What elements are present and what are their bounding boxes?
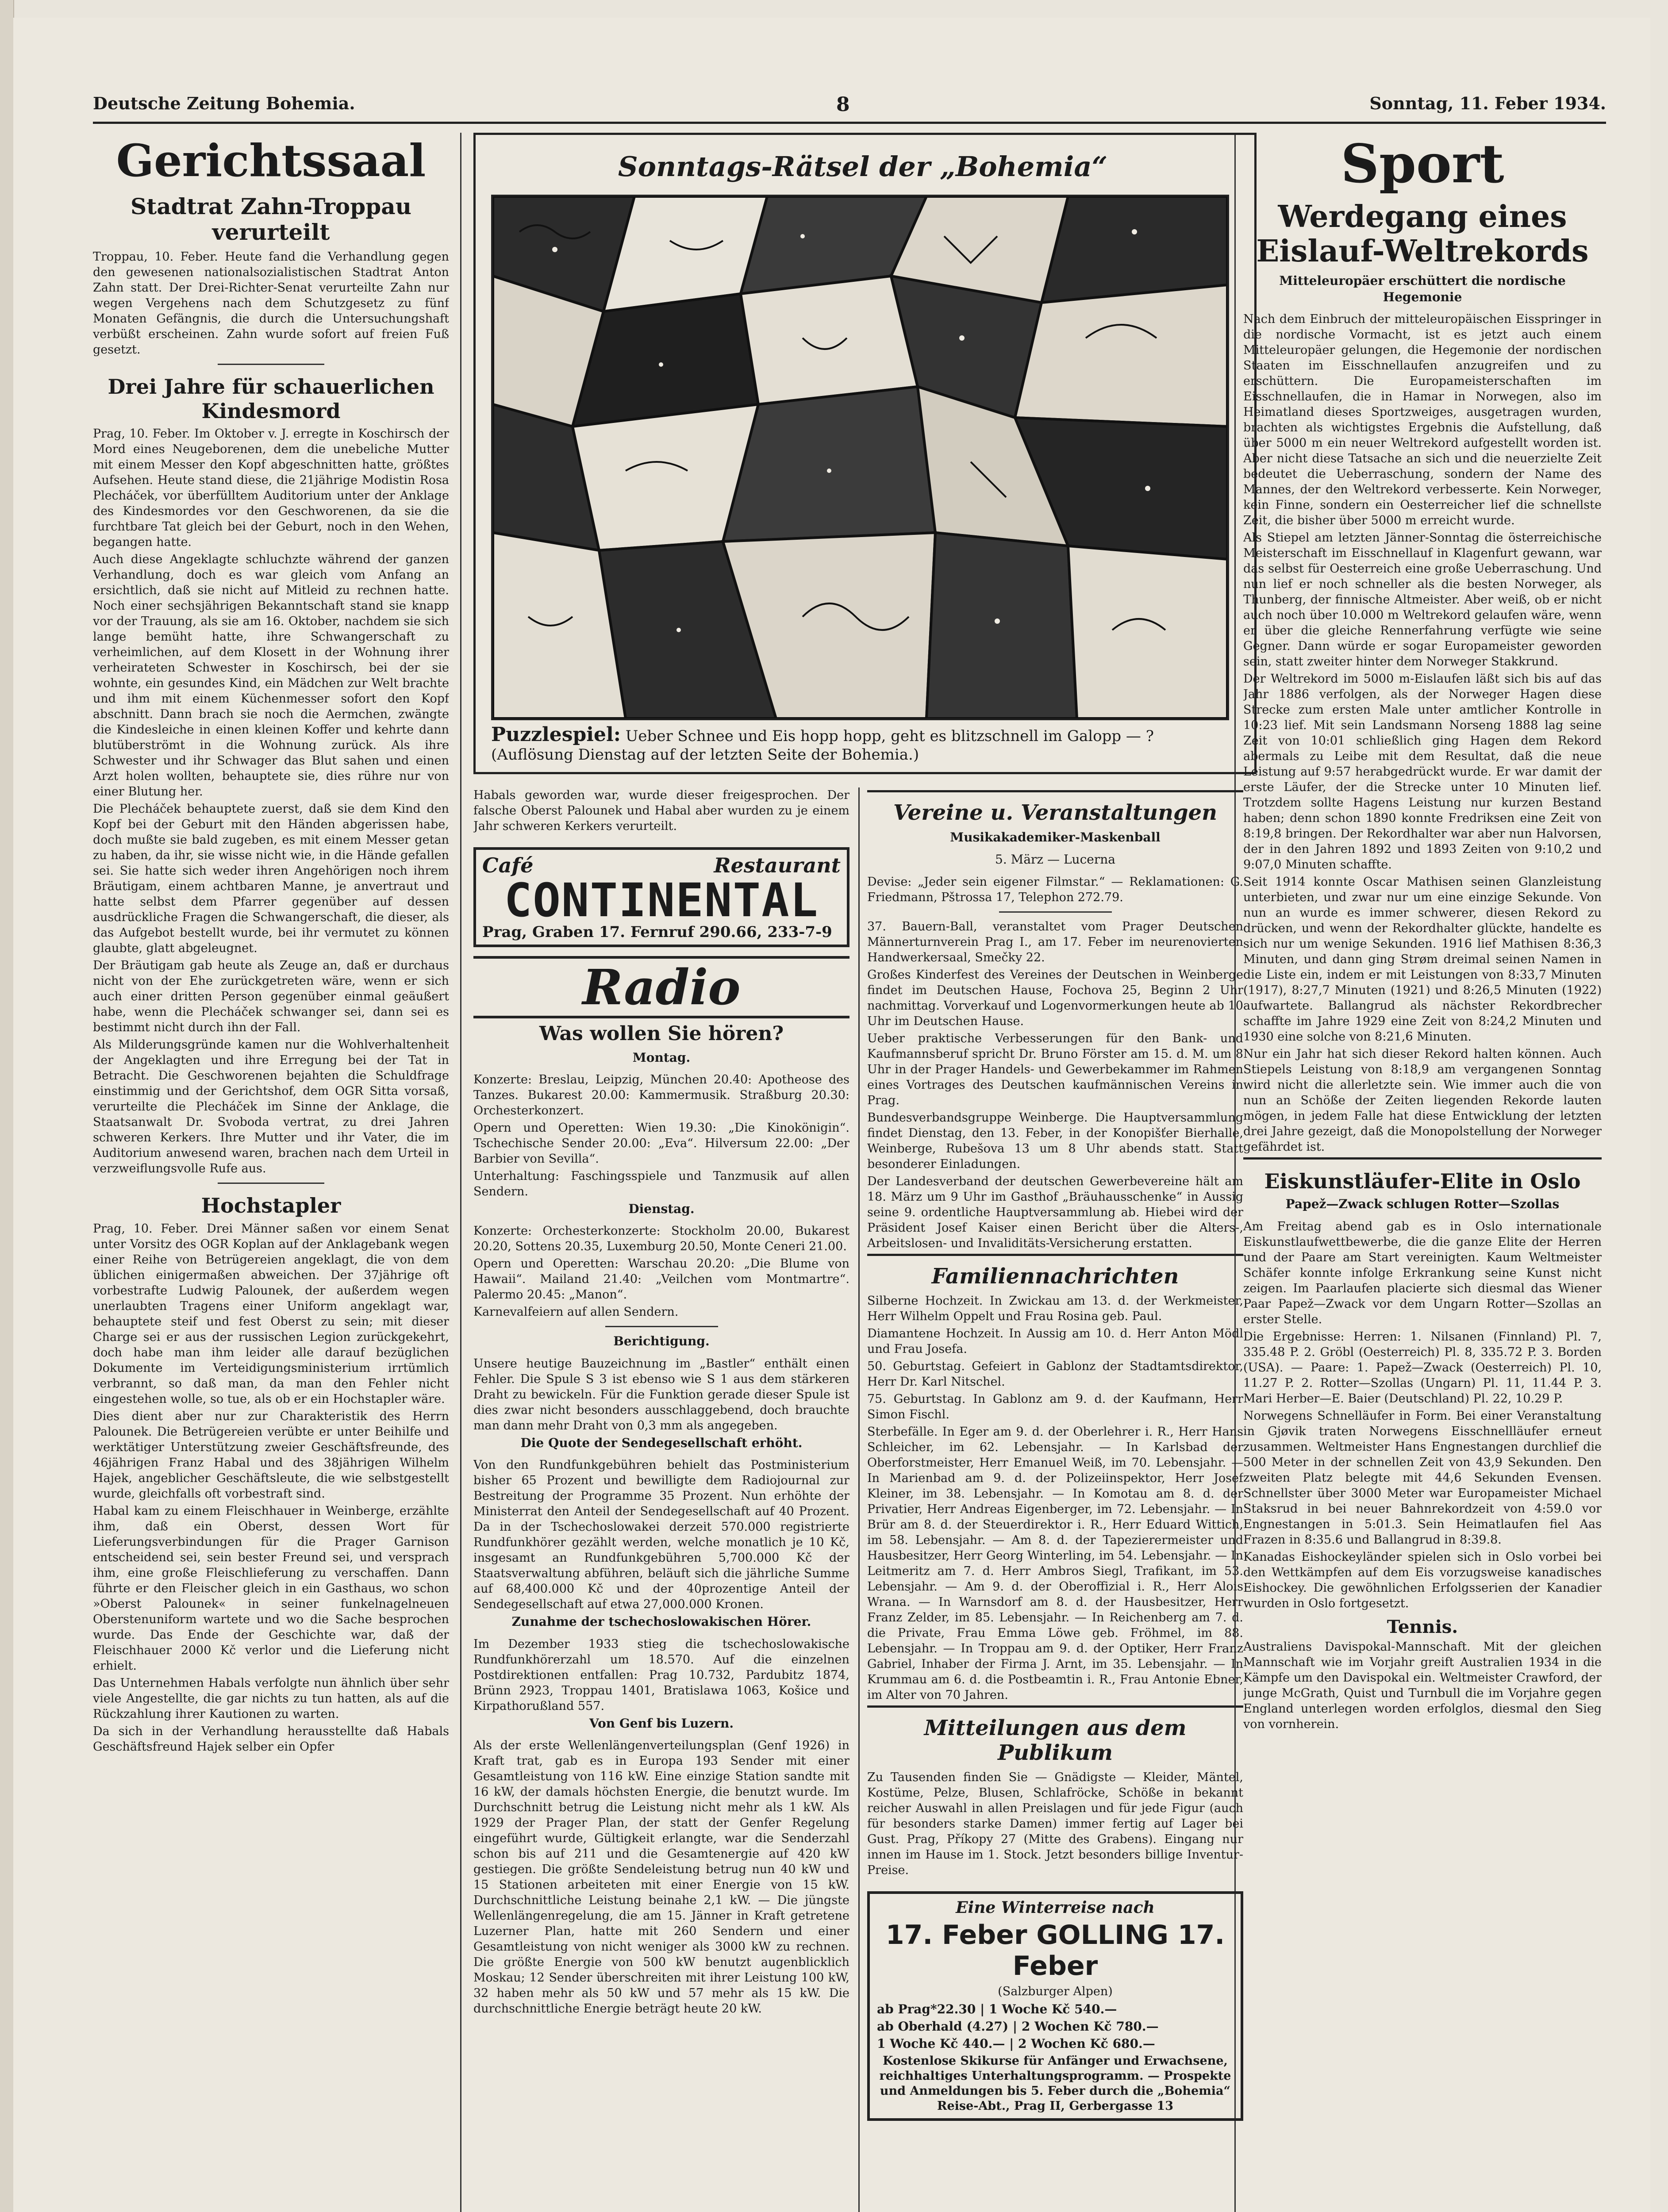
geneva-lucerne-text: Als der erste Wellenlängenverteilungsplan (Genf 1926) in Kraft trat, gab es in Europa 193 Sender mit einer Gesamtleistung von 116 kW. Eine einzige Station sandte mit 16 kW, der damals höchsten Energie, die benutzt wurde. Im Durchschnitt betrug die Leistung nicht mehr als 1 kW. Als 1929 der Prager Plan, der statt der Genfer Regelung eingeführt wurde, Gültigkeit erlangte, war die Senderzahl schon bis auf 211 und die Gesamtenergie auf 420 kW gestiegen. Die größte Sendeleistung betrug nun 40 kW und 15 Stationen arbeiteten mit einer Energie von 15 kW. Durchschnittliche Leistung beinahe 2,1 kW. — Die jüngste Wellenlängenregelung, die am 15. Jänner in Kraft getretene Luzerner Plan, hatte mit 260 Sendern und einer Gesamtleistung von nicht weniger als 3000 kW zu rechnen. Die größte Energie von 500 kW benutzt augenblicklich Moskau; 12 Sender überschreiten mit ihrer Leistung 100 kW, 32 haben mehr als 50 kW und 57 mehr als 15 kW. Die durchschnittliche Energie beträgt heute 20 kW. [473, 1738, 849, 2016]
winter-trip-destination: 17. Feber GOLLING 17. Feber [885, 1919, 1225, 1982]
article-kindesmord-p3: Die Plecháček behauptete zuerst, daß sie dem Kind den Kopf bei der Geburt mit den Händen abgerissen habe, doch mußte sie bald zugeben, es mit einem Messer getan zu haben, da ihr, sie wisse nicht wie, in die Hände gefallen sei. Sie hatte sich weder ihren Angehörigen noch ihrem Bräutigam, einem achtbaren Manne, je anvertraut und hatte selbst dem Pfarrer gegenüber auf dessen ausdrückliche Fragen die Schwangerschaft, die dieser, als das Aufgebot bestellt wurde, bei ihr vermutet zu können glaubte, glatt abgeleugnet. [93, 802, 449, 956]
article-hochstapler-p4: Das Unternehmen Habals verfolgte nun ähnlich über sehr viele Angestellte, die gar nichts zu tun hatten, als auf die Rückzahlung ihrer Kautionen zu warten. [93, 1676, 449, 1721]
club-notice-2: Großes Kinderfest des Vereines der Deutschen in Weinberge findet im Deutschen Hause, Fochova 25, Beginn 2 Uhr nachmittag. Vorverkauf und Logenvormerkungen heute ab 10 Uhr im Deutschen Hause. [867, 968, 1243, 1028]
rule [867, 790, 1243, 792]
column-radio [473, 787, 849, 2212]
ad-continental-name: CONTINENTAL [504, 873, 819, 927]
radio-question-heading: Was wollen Sie hören? [539, 1022, 784, 1045]
page-number: 8 [836, 93, 850, 116]
jigsaw-illustration [493, 196, 1227, 718]
column-clubs [867, 787, 1243, 2212]
section-heading-radio: Radio [473, 956, 849, 1018]
radio-tuesday-carnival: Karnevalfeiern auf allen Sendern. [473, 1305, 679, 1319]
winter-trip-prices-1 [877, 2002, 1234, 2016]
article-kindesmord-p5: Als Milderungsgründe kamen nur die Wohlverhaltenheit der Angeklagten und ihre Erregung bei der Tat in Betracht. Die Geschworenen bejahten die Schuldfrage einstimmig und der Gerichtshof, dem OGR Sitta vorsaß, verurteilte die Plecháček im Sinne der Anklage, die Staatsanwalt Dr. Svoboda vertrat, zu drei Jahren schweren Kerkers. Ihre Mutter und ihr Vater, die im Auditorium anwesend waren, brachen nach dem Urteil in verzweiflungsvolle Rufe aus. [93, 1038, 449, 1176]
radio-tuesday-operas: Opern und Operetten: Warschau 20.20: „Die Blume von Hawaii“. Mailand 21.40: „Veilchen vom Montmartre“. Palermo 20.45: „Manon“. [473, 1257, 849, 1302]
headline-zahn: Stadtrat Zahn-Troppau verurteilt [131, 193, 411, 245]
masked-ball-text: Devise: „Jeder sein eigener Filmstar.“ — Reklamationen: G. Friedmann, Pštrossa 17, Telephon 272.79. [867, 875, 1243, 904]
headline-hochstapler: Hochstapler [201, 1194, 341, 1218]
ad-cafe-label: Café [482, 853, 534, 877]
radio-tuesday-concerts: Konzerte: Orchesterkonzerte: Stockholm 20.00, Bukarest 20.20, Sottens 20.35, Luxemburg 20.50, Monte Ceneri 21.00. [473, 1224, 849, 1254]
rule [867, 1705, 1243, 1708]
radio-monday: Montag. [632, 1050, 691, 1065]
oslo-p1: Am Freitag abend gab es in Oslo internationale Eiskunstlaufwettbewerbe, die die ganze Elite der Herren und der Paare am Start vereinigten. Kaum Weltmeister Schäfer konnte infolge Erkrankung seine Kunst nicht zeigen. Im Paarlaufen placierte sich diesmal das Wiener Paar Papež—Zwack vor dem Ungarn Rotter—Szollas an erster Stelle. [1243, 1219, 1602, 1326]
divider [218, 1183, 325, 1184]
radio-monday-operas: Opern und Operetten: Wien 19.30: „Die Kinokönigin“. Tschechische Sender 20.00: „Eva“. Hilversum 22.00: „Der Barbier von Sevilla“. [473, 1121, 849, 1166]
correction-text: Unsere heutige Bauzeichnung im „Bastler“ enthält einen Fehler. Die Spule S 3 ist ebenso wie S 1 aus dem stärkeren Draht zu bewickeln. Für die Funktion gerade dieser Spule ist dies zwar nicht besonders ausschlaggebend, doch brauchte man dann mehr Draht von 0,3 mm als angegeben. [473, 1356, 849, 1432]
quota-heading: Die Quote der Sendegesellschaft erhöht. [520, 1435, 803, 1450]
masthead-date: Sonntag, 11. Feber 1934. [1369, 93, 1606, 113]
family-75th-birthday: 75. Geburtstag. In Gablonz am 9. d. der Kaufmann, Herr Simon Fischl. [867, 1392, 1243, 1421]
club-notice-5: Der Landesverband der deutschen Gewerbevereine hält am 18. März um 9 Uhr im Gasthof „Bräuhausschenke“ in Aussig seine 9. ordentliche Hauptversammlung ab. Hiebei wird der Präsident Josef Kaiser einen Bericht über die Alters-, Arbeitslosen- und Invaliditäts-Versicherung erstatten. [867, 1174, 1243, 1250]
subheadline-eislauf: Mitteleuropäer erschüttert die nordische Hegemonie [1279, 273, 1566, 304]
section-heading-clubs: Vereine u. Veranstaltungen [893, 800, 1218, 825]
eislauf-p1: Nach dem Einbruch der mitteleuropäischen Eisspringer in die nordische Vormacht, ist es jetzt auch einem Mitteleuropäer gelungen, die Hegemonie der nordischen Staaten im Eisschnellaufen anzugreifen und zu erschüttern. Die Europameisterschaften im Eisschnellaufen, die in Hamar in Norwegen, also im Heimatland dieses Sportzweiges, ausgetragen wurden, brachten als wichtigstes Ergebnis die Aufstellung, daß über 5000 m ein neuer Weltrekord aufgestellt worden ist. Aber nicht diese Tatsache an sich und die neuerzielte Zeit bedeutet die Ueberraschung, sondern der Name des Mannes, der den Weltrekord verbesserte. Kein Norweger, kein Finne, sondern ein Oesterreicher lief die schnellste Zeit, die bisher über 5000 m erreicht wurde. [1243, 312, 1602, 528]
tennis-davis-cup: Australiens Davispokal-Mannschaft. Mit der gleichen Mannschaft wie im Vorjahr greift Australien 1934 in die Kämpfe um den Davispokal ein. Weltmeister Crawford, der junge McGrath, Quist und Turnbull die im Vorjahre gegen England unterlegen worden erfolglos, diesmal den Sieg von vornherein. [1243, 1640, 1602, 1731]
divider [605, 1326, 718, 1327]
eislauf-p5: Nur ein Jahr hat sich dieser Rekord halten können. Auch Stiepels Leistung von 8:18,9 am vergangenen Sonntag wird nicht die allerletzte sein. Wie immer auch die von nun an Schöße der Zeiten liegenden Rekorde lauten mögen, in jedem Falle hat diese Entwicklung der letzten drei Jahre gezeigt, daß die Monopolstellung der Norweger gefährdet ist. [1243, 1047, 1602, 1154]
ad-continental-address: Prag, Graben 17. Fernruf 290.66, 233-7-9 [482, 923, 832, 941]
price-line: ab Prag*22.30 | 1 Woche Kč 540.— [877, 2001, 1117, 2016]
public-notice-text: Zu Tausenden finden Sie — Gnädigste — Kleider, Mäntel, Kostüme, Pelze, Blusen, Schlafröcke, Schöße in bekannt reicher Auswahl in allen Preislagen und für jede Figur (auch für besonders starke Damen) immer fertig auf Lager bei Gust. Prag, Příkopy 27 (Mitte des Grabens). Eingang nur innen im Hause im 1. Stock. Jetzt besonders billige Inventur-Preise. [867, 1770, 1243, 1877]
puzzle-caption-text: Ueber Schnee und Eis hopp hopp, geht es blitzschnell im Galopp — ? (Auflösung Dienstag auf der letzten Seite der Bohemia.) [491, 727, 1154, 764]
ad-cafe-continental [473, 847, 849, 947]
rule [1243, 1157, 1602, 1160]
article-kindesmord-p4: Der Bräutigam gab heute als Zeuge an, daß er durchaus nicht von der Ehe zurückgetreten wäre, wenn er sich auch einer dritten Person gegenüber einmal geäußert habe, wenn die Plecháček schwanger sei, dann sei es bestimmt nicht durch ihn der Fall. [93, 959, 449, 1035]
subheadline-oslo: Papež—Zwack schlugen Rotter—Szollas [1285, 1197, 1560, 1212]
headline-eislauf: Werdegang eines Eislauf-Weltrekords [1256, 199, 1589, 269]
article-hochstapler-p2: Dies dient aber nur zur Charakteristik des Herrn Palounek. Die Betrügereien verübte er unter Beihilfe und werktätiger Unterstützung zweier Geschäftsfreunde, des 46jährigen Franz Habal und des 38jährigen Wilhelm Hajek, angeblicher Geschäftsleute, die wie selbstgestellt wurde, gleichfalls oft vorbestraft sind. [93, 1409, 449, 1501]
family-silver-wedding: Silberne Hochzeit. In Zwickau am 13. d. der Werkmeister, Herr Wilhelm Oppelt und Frau Rosina geb. Paul. [867, 1294, 1243, 1323]
radio-monday-concerts: Konzerte: Breslau, Leipzig, München 20.40: Apotheose des Tanzes. Bukarest 20.00: Kammermusik. Straßburg 20.30: Orchesterkonzert. [473, 1072, 849, 1118]
ad-restaurant-label: Restaurant [714, 853, 841, 877]
winter-trip-prices-2 [877, 2019, 1234, 2034]
eislauf-p2: Als Stiepel am letzten Jänner-Sonntag die österreichische Meisterschaft im Eisschnellauf in Klagenfurt gewann, war das selbst für Oesterreich eine große Ueberraschung. Und nun lief er noch schneller als die besten Norweger, als Thunberg, der finnische Altmeister. Aber weiß, ob er nicht auch noch über 10.000 m Weltrekord gelaufen wäre, wenn er über die gleiche Rennerfahrung verfügte wie seine Gegner. Dann würde er sogar Europameister geworden sein, statt zweiter hinter dem Norweger Stakkrund. [1243, 531, 1602, 669]
radio-monday-entertainment: Unterhaltung: Faschingsspiele und Tanzmusik auf allen Sendern. [473, 1169, 849, 1198]
masthead-title: Deutsche Zeitung Bohemia. [93, 93, 355, 113]
section-heading-public: Mitteilungen aus dem Publikum [924, 1715, 1187, 1765]
winter-trip-prices-3 [877, 2036, 1234, 2051]
winter-trip-title: Eine Winterreise nach [956, 1898, 1155, 1917]
article-hochstapler-p3: Habal kam zu einem Fleischhauer in Weinberge, erzählte ihm, daß ein Oberst, dessen Wort für Lieferungsverbindungen für die Prager Garnison entscheidend sei, sein bester Freund sei, und versprach ihm, eine große Fleischlieferung zu verschaffen. Dann führte er den Fleischer gleich in ein Gasthaus, wo schon »Oberst Palounek« in seiner funkelnagelneuen Oberstenuniform wartete und wo die Sache besprochen wurde. Das Ende der Geschichte war, daß der Fleischhauer 2000 Kč verlor und die Lieferung nicht erhielt. [93, 1504, 449, 1673]
column-rule-1 [460, 133, 461, 2212]
price-line: 1 Woche Kč 440.— | 2 Wochen Kč 680.— [877, 2036, 1155, 2051]
winter-trip-region: (Salzburger Alpen) [998, 1984, 1113, 1998]
eislauf-p3: Der Weltrekord im 5000 m-Eislaufen läßt sich bis auf das Jahr 1886 verfolgen, als der Norweger Hagen diese Strecke zum ersten Male unter amtlicher Kontrolle in 10:23 lief. Mit sein Landsmann Norseng 1888 lag seine Zeit von 10:01 schließlich ging Hagen dem Rekord abermals zu Leibe mit dem Resultat, daß die neue Leistung auf 9:57 herabgedrückt wurde. Er war damit der erste Läufer, der die Strecke unter 10 Minuten lief. Trotzdem sollte Hagens Leistung nur kurzen Bestand haben; denn schon 1890 konnte Fredriksen eine Zeit von 8:19,8 bringen. Der Rekordhalter war aber nun Halvorsen, der in den Jahren 1892 und 1893 Zeiten von 9:10,2 und 9:07,0 Minuten schaffte. [1243, 672, 1602, 872]
puzzle-caption [491, 723, 1234, 764]
section-heading-sport: Sport [1341, 133, 1504, 195]
price-line: ab Oberhald (4.27) | 2 Wochen Kč 780.— [877, 2019, 1159, 2034]
puzzle-caption-label: Puzzlespiel: [491, 723, 621, 746]
oslo-results: Die Ergebnisse: Herren: 1. Nilsanen (Finnland) Pl. 7, 335.48 P. 2. Gröbl (Oesterreich) Pl. 8, 335.72 P. 3. Borden (USA). — Paare: 1. Papež—Zwack (Oesterreich) Pl. 10, 11.27 P. 2. Rotter—Szollas (Ungarn) Pl. 11, 11.44 P. 3. Mari Herber—E. Baier (Deutschland) Pl. 22, 10.29 P. [1243, 1329, 1602, 1406]
family-deaths: Sterbefälle. In Eger am 9. d. der Oberlehrer i. R., Herr Hans Schleicher, im 62. Lebensjahr. — In Karlsbad der Oberforstmeister, Herr Emanuel Weiß, im 70. Lebensjahr. — In Marienbad am 9. d. der Polizeiinspektor, Herr Josef Kleiner, im 38. Lebensjahr. — In Komotau am 8. d. der Privatier, Herr Andreas Eigenberger, im 72. Lebensjahr. — In Brür am 8. d. der Steuerdirektor i. R., Herr Eduard Wittich, im 58. Lebensjahr. — Am 8. d. der Tapezierermeister und Hausbesitzer, Herr Georg Winterling, im 54. Lebensjahr. — In Leitmeritz am 7. d. Herr Ambros Siegl, Trafikant, im 53. Lebensjahr. — Am 9. d. der Oberoffizial i. R., Herr Alois Wrana. — In Warnsdorf am 8. d. der Hausbesitzer, Herr Franz Zelder, im 85. Lebensjahr. — In Reichenberg am 7. d. die Private, Frau Emma Löwe geb. Fröhmel, im 88. Lebensjahr. — In Troppau am 9. d. der Optiker, Herr Franz Gabriel, Inhaber der Firma J. Arnt, im 35. Lebensjahr. — In Krummau am 6. d. die Postbeamtin i. R., Frau Antonie Ebner, im Alter von 70 Jahren. [867, 1425, 1243, 1702]
listeners-text: Im Dezember 1933 stieg die tschechoslowakische Rundfunkhörerzahl um 18.570. Auf die einzelnen Postdirektionen entfallen: Prag 10.732, Pardubitz 1874, Brünn 2923, Troppau 1401, Bratislawa 1063, Košice und Kirpathorußland 557. [473, 1637, 849, 1713]
puzzle-image [491, 195, 1229, 720]
headline-oslo: Eiskunstläufer-Elite in Oslo [1264, 1169, 1581, 1194]
geneva-lucerne-heading: Von Genf bis Luzern. [589, 1716, 734, 1731]
column-court [93, 133, 449, 2212]
club-notice-4: Bundesverbandsgruppe Weinberge. Die Hauptversammlung findet Dienstag, den 13. Feber, in der Konopišťer Bierhalle, Weinberge, Rubešova 13 um 8 Uhr abends statt. Statt besonderer Einladungen. [867, 1110, 1243, 1171]
norway-skaters: Norwegens Schnelläufer in Form. Bei einer Veranstaltung in Gjøvik traten Norwegens Eisschnellläufer erneut zusammen. Weltmeister Hans Engnestangen durchlief die 500 Meter in der schnellen Zeit von 43,9 Sekunden. Den zweiten Platz belegte mit 44,6 Sekunden Evensen. Schnellster über 3000 Meter war Europameister Michael Staksrud in bei neuer Bahnrekordzeit von 4:59.0 vor Engnestangen in 5:01.3. Sein Heimatlaufen fiel Aas Frazen in 8:35.6 und Ballangrud in 8:39.8. [1243, 1409, 1602, 1547]
page-fold-shadow [0, 0, 14, 2212]
divider [218, 364, 325, 365]
article-hochstapler-p5: Da sich in der Verhandlung herausstellte daß Habals Geschäftsfreund Hajek selber ein Opfer [93, 1724, 449, 1754]
listeners-heading: Zunahme der tschechoslowakischen Hörer. [511, 1614, 811, 1629]
masked-ball-heading: Musikakademiker-Maskenball [950, 830, 1161, 845]
hochstapler-continuation: Habals geworden war, wurde dieser freigesprochen. Der falsche Oberst Palounek und Habal aber wurden zu je einem Jahr schweren Kerkers verurteilt. [473, 788, 849, 833]
puzzle-title: Sonntags-Rätsel der „Bohemia“ [618, 150, 1108, 183]
canada-hockey: Kanadas Eishockeyländer spielen sich in Oslo vorbei bei den Wettkämpfen auf dem Eis vorzugsweise kanadisches Eishockey. Die gewöhnlichen Erfolgsserien der Kanadier wurden in Oslo fortgesetzt. [1243, 1550, 1602, 1610]
column-rule-2 [858, 787, 860, 2212]
article-hochstapler-p1: Prag, 10. Feber. Drei Männer saßen vor einem Senat unter Vorsitz des OGR Koplan auf der Anklagebank wegen einer Reihe von Betrügereien angeklagt, die von dem üblichen einigermaßen abweichen. Der 37jährige oft vorbestrafte Ludwig Palounek, der außerdem wegen unerlaubten Tragens einer Uniform angeklagt war, behauptete steif und fest Oberst zu sein; mit dieser Charge sei er aus der russischen Legion zurückgekehrt, doch habe man ihm leider alle darauf bezüglichen Dokumente im Verteidigungsministerium irrtümlich verbrannt, so daß man, da man den Fehler nicht eingestehen wolle, so tue, als ob er ein Hochstapler wäre. [93, 1221, 449, 1406]
winter-trip-details: Kostenlose Skikurse für Anfänger und Erwachsene, reichhaltiges Unterhaltungsprogramm. — Prospekte und Anmeldungen bis 5. Feber durch die „Bohemia“ Reise-Abt., Prag II, Gerbergasse 13 [879, 2054, 1231, 2113]
quota-text: Von den Rundfunkgebühren behielt das Postministerium bisher 65 Prozent und bewilligte dem Radiojournal zur Bestreitung der Programme 35 Prozent. Nun erhöhte der Ministerrat den Anteil der Sendegesellschaft auf 40 Prozent. Da in der Tschechoslowakei derzeit 570.000 registrierte Rundfunkhörer gezählt werden, welche monatlich je 10 Kč, insgesamt an Rundfunkgebühren 5,700.000 Kč der Staatsverwaltung abführen, beläuft sich die jährliche Summe auf 68,400.000 Kč und der 40prozentige Anteil der Sendegesellschaft auf etwa 27,000.000 Kronen. [473, 1458, 849, 1612]
correction-heading: Berichtigung. [613, 1334, 710, 1349]
club-notice-1: 37. Bauern-Ball, veranstaltet vom Prager Deutschen Männerturnverein Prag I., am 17. Feber im neurenovierten Handwerkersaal, Smečky 22. [867, 919, 1243, 964]
article-zahn-text: Troppau, 10. Feber. Heute fand die Verhandlung gegen den gewesenen nationalsozialistischen Stadtrat Anton Zahn statt. Der Drei-Richter-Senat verurteilte Zahn nur wegen Vergehens nach dem Schutzgesetz zu fünf Monaten Gefängnis, die durch die Untersuchungshaft verbüßt erscheinen. Zahn wurde sofort auf freien Fuß gesetzt. [93, 250, 449, 357]
masthead [93, 91, 1606, 124]
section-heading-family: Familiennachrichten [931, 1263, 1179, 1289]
masked-ball-date: 5. März — Lucerna [995, 852, 1115, 867]
family-diamond-wedding: Diamantene Hochzeit. In Aussig am 10. d. Herr Anton Mödl und Frau Josefa. [867, 1326, 1243, 1356]
family-50th-birthday: 50. Geburtstag. Gefeiert in Gablonz der Stadtamtsdirektor, Herr Dr. Karl Nitschel. [867, 1359, 1243, 1389]
eislauf-p4: Seit 1914 konnte Oscar Mathisen seinen Glanzleistung unterbieten, und zwar nur um eine einzige Sekunde. Von nun an wurde es immer schwerer, diesen Rekord zu drücken, und wenn der Rekordhalter glückte, handelte es sich nur um wenige Sekunden. 1916 lief Mathisen 8:36,3 Minuten, und dann ging Strøm dreimal seinen Namen in die Liste ein, indem er mit Leistungen von 8:33,7 Minuten (1917), 8:27,7 Minuten (1921) und 8:26,5 Minuten (1922) aufwartete. Ballangrud als nächster Rekordbrecher schaffte im Jahre 1929 eine Zeit von 8:24,2 Minuten und 1930 eine solche von 8:21,6 Minuten. [1243, 875, 1602, 1044]
article-kindesmord-p1: Prag, 10. Feber. Im Oktober v. J. erregte in Koschirsch der Mord eines Neugeborenen, dem die unebeliche Mutter mit einem Messer den Kopf abgeschnitten hatte, größtes Aufsehen. Heute stand diese, die 21jährige Modistin Rosa Plecháček, vor überfülltem Auditorium unter der Anklage des Kindesmordes vor den Geschworenen, da sie die furchtbare Tat gleich bei der Geburt, noch in den Wehen, begangen hatte. [93, 427, 449, 549]
headline-kindesmord: Drei Jahre für schauerlichen Kindesmord [108, 375, 434, 423]
column-sport [1243, 133, 1602, 2212]
section-heading-court: Gerichtssaal [116, 134, 426, 187]
divider [999, 911, 1112, 913]
ad-winter-trip [867, 1891, 1243, 2121]
rule [867, 1254, 1243, 1256]
club-notice-3: Ueber praktische Verbesserungen für den Bank- und Kaufmannsberuf spricht Dr. Bruno Förster am 15. d. M. um 8 Uhr in der Prager Handels- und Gewerbekammer im Rahmen eines Vortrages des Deutschen kaufmännischen Vereins in Prag. [867, 1031, 1243, 1107]
radio-tuesday: Dienstag. [628, 1201, 695, 1216]
article-kindesmord-p2: Auch diese Angeklagte schluchzte während der ganzen Verhandlung, doch es war gleich vom Anfang an ersichtlich, daß sie nicht auf Mitleid zu rechnen hatte. Noch einer sechsjährigen Bekanntschaft stand sie knapp vor der Trauung, als sie am 16. Oktober, nachdem sie sich lange bemüht hatte, ihre Schwangerschaft zu verheimlichen, auf dem Klosett in der Wohnung ihrer verheirateten Schwester in Koschirsch, bei der sie wohnte, ein gesundes Kind, ein Mädchen zur Welt brachte und ihm mit einem Küchenmesser sofort den Kopf abschnitt. Dann brach sie noch die Aermchen, zwängte die Kindesleiche in einen kleinen Koffer und kehrte dann blutüberströmt in die Wohnung zurück. Als ihre Schwester und ihr Schwager das Blut sahen und einen Arzt holen wollten, behauptete sie, dies rühre nur von einer Blutung her. [93, 553, 449, 799]
section-heading-tennis: Tennis. [1387, 1616, 1458, 1637]
